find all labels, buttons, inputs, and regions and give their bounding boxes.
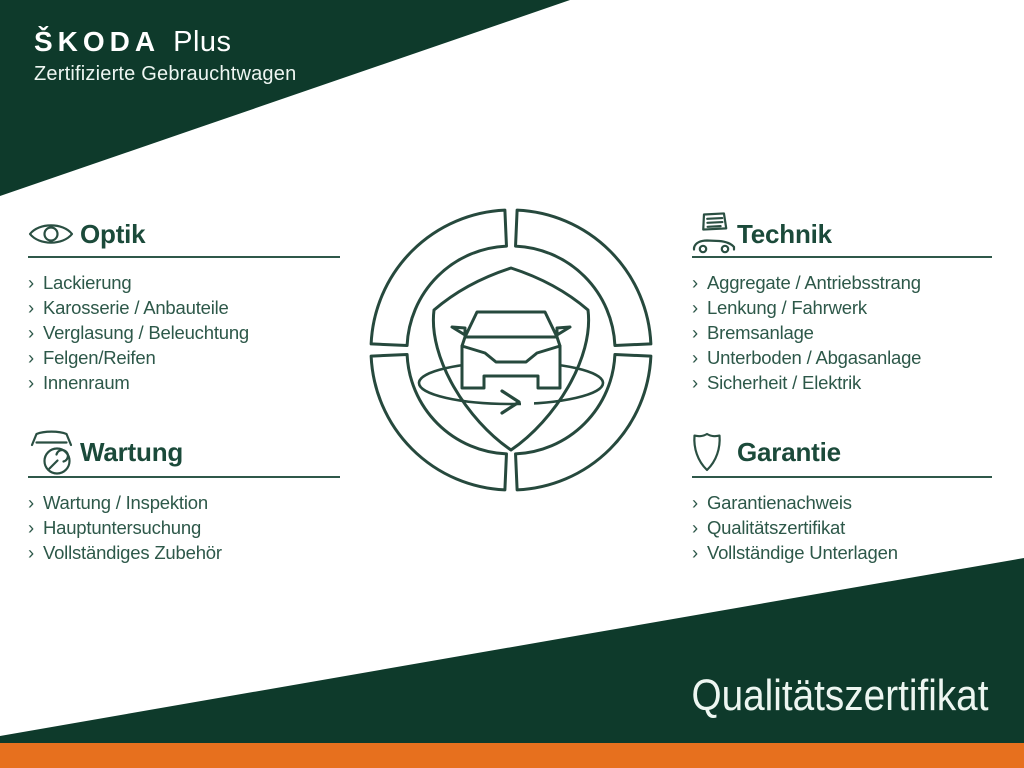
list-item bbox=[692, 345, 992, 370]
list-item-label: Innenraum bbox=[42, 372, 130, 393]
chevron-bullet: › bbox=[28, 492, 34, 513]
rotation-arrow bbox=[502, 391, 519, 413]
list-item-label: Sicherheit / Elektrik bbox=[706, 372, 862, 393]
chevron-bullet: › bbox=[692, 372, 698, 393]
chevron-bullet: › bbox=[28, 297, 34, 318]
eye-icon bbox=[28, 219, 80, 249]
car-front bbox=[452, 312, 570, 388]
chevron-bullet: › bbox=[692, 492, 698, 513]
section-header bbox=[692, 212, 992, 256]
list-item bbox=[692, 515, 992, 540]
section-garantie bbox=[692, 428, 992, 565]
chevron-bullet: › bbox=[28, 372, 34, 393]
chevron-bullet: › bbox=[28, 542, 34, 563]
list-item bbox=[28, 370, 340, 395]
brand-logo bbox=[34, 26, 296, 86]
brand-suffix: Plus bbox=[173, 26, 232, 58]
chevron-bullet: › bbox=[692, 517, 698, 538]
section-header bbox=[692, 428, 992, 476]
list-item bbox=[692, 320, 992, 345]
divider bbox=[692, 476, 992, 478]
brand-tagline: Zertifizierte Gebrauchtwagen bbox=[34, 63, 297, 85]
list-item bbox=[28, 490, 340, 515]
list-item-label: Unterboden / Abgasanlage bbox=[706, 347, 922, 368]
list-item bbox=[692, 370, 992, 395]
section-optik bbox=[28, 212, 340, 395]
chevron-bullet: › bbox=[28, 272, 34, 293]
section-title: Optik bbox=[80, 218, 146, 249]
list-item-label: Karosserie / Anbauteile bbox=[42, 297, 229, 318]
checklist bbox=[692, 270, 992, 395]
divider bbox=[692, 256, 992, 258]
orange-footer-bar bbox=[0, 743, 1024, 768]
list-item bbox=[28, 320, 340, 345]
list-item bbox=[692, 540, 992, 565]
chevron-bullet: › bbox=[692, 542, 698, 563]
checklist bbox=[28, 490, 340, 565]
skoda-wordmark: ŠKODA bbox=[34, 26, 161, 57]
chevron-bullet: › bbox=[28, 322, 34, 343]
list-item bbox=[28, 270, 340, 295]
chevron-bullet: › bbox=[692, 322, 698, 343]
section-title: Technik bbox=[737, 218, 832, 249]
section-header bbox=[28, 428, 340, 476]
list-item bbox=[692, 490, 992, 515]
chevron-bullet: › bbox=[692, 347, 698, 368]
checklist bbox=[692, 490, 992, 565]
section-title: Wartung bbox=[80, 436, 184, 467]
list-item-label: Lenkung / Fahrwerk bbox=[706, 297, 867, 318]
certified-car-shield-emblem bbox=[340, 180, 682, 525]
car-wrench-icon bbox=[28, 428, 80, 476]
section-title: Garantie bbox=[737, 436, 841, 467]
list-item-label: Qualitätszertifikat bbox=[706, 517, 846, 538]
list-item bbox=[28, 540, 340, 565]
list-item bbox=[692, 295, 992, 320]
shield-icon bbox=[692, 431, 737, 473]
list-item-label: Wartung / Inspektion bbox=[42, 492, 208, 513]
list-item-label: Vollständiges Zubehör bbox=[42, 542, 222, 563]
section-technik bbox=[692, 212, 992, 395]
list-item bbox=[28, 345, 340, 370]
list-item-label: Verglasung / Beleuchtung bbox=[42, 322, 250, 343]
list-item-label: Aggregate / Antriebsstrang bbox=[706, 272, 921, 293]
list-item bbox=[28, 295, 340, 320]
section-header bbox=[28, 212, 340, 256]
divider bbox=[28, 256, 340, 258]
chevron-bullet: › bbox=[692, 272, 698, 293]
list-item-label: Hauptuntersuchung bbox=[42, 517, 202, 538]
list-item-label: Lackierung bbox=[42, 272, 132, 293]
list-item-label: Vollständige Unterlagen bbox=[706, 542, 898, 563]
chevron-bullet: › bbox=[692, 297, 698, 318]
section-wartung bbox=[28, 428, 340, 565]
list-item-label: Felgen/Reifen bbox=[42, 347, 156, 368]
checklist bbox=[28, 270, 340, 395]
divider bbox=[28, 476, 340, 478]
list-item-label: Garantienachweis bbox=[706, 492, 852, 513]
chevron-bullet: › bbox=[28, 347, 34, 368]
footer-headline: Qualitätszertifikat bbox=[691, 671, 988, 720]
chevron-bullet: › bbox=[28, 517, 34, 538]
list-item bbox=[28, 515, 340, 540]
list-item bbox=[692, 270, 992, 295]
list-item-label: Bremsanlage bbox=[706, 322, 814, 343]
car-checklist-icon bbox=[692, 212, 737, 256]
